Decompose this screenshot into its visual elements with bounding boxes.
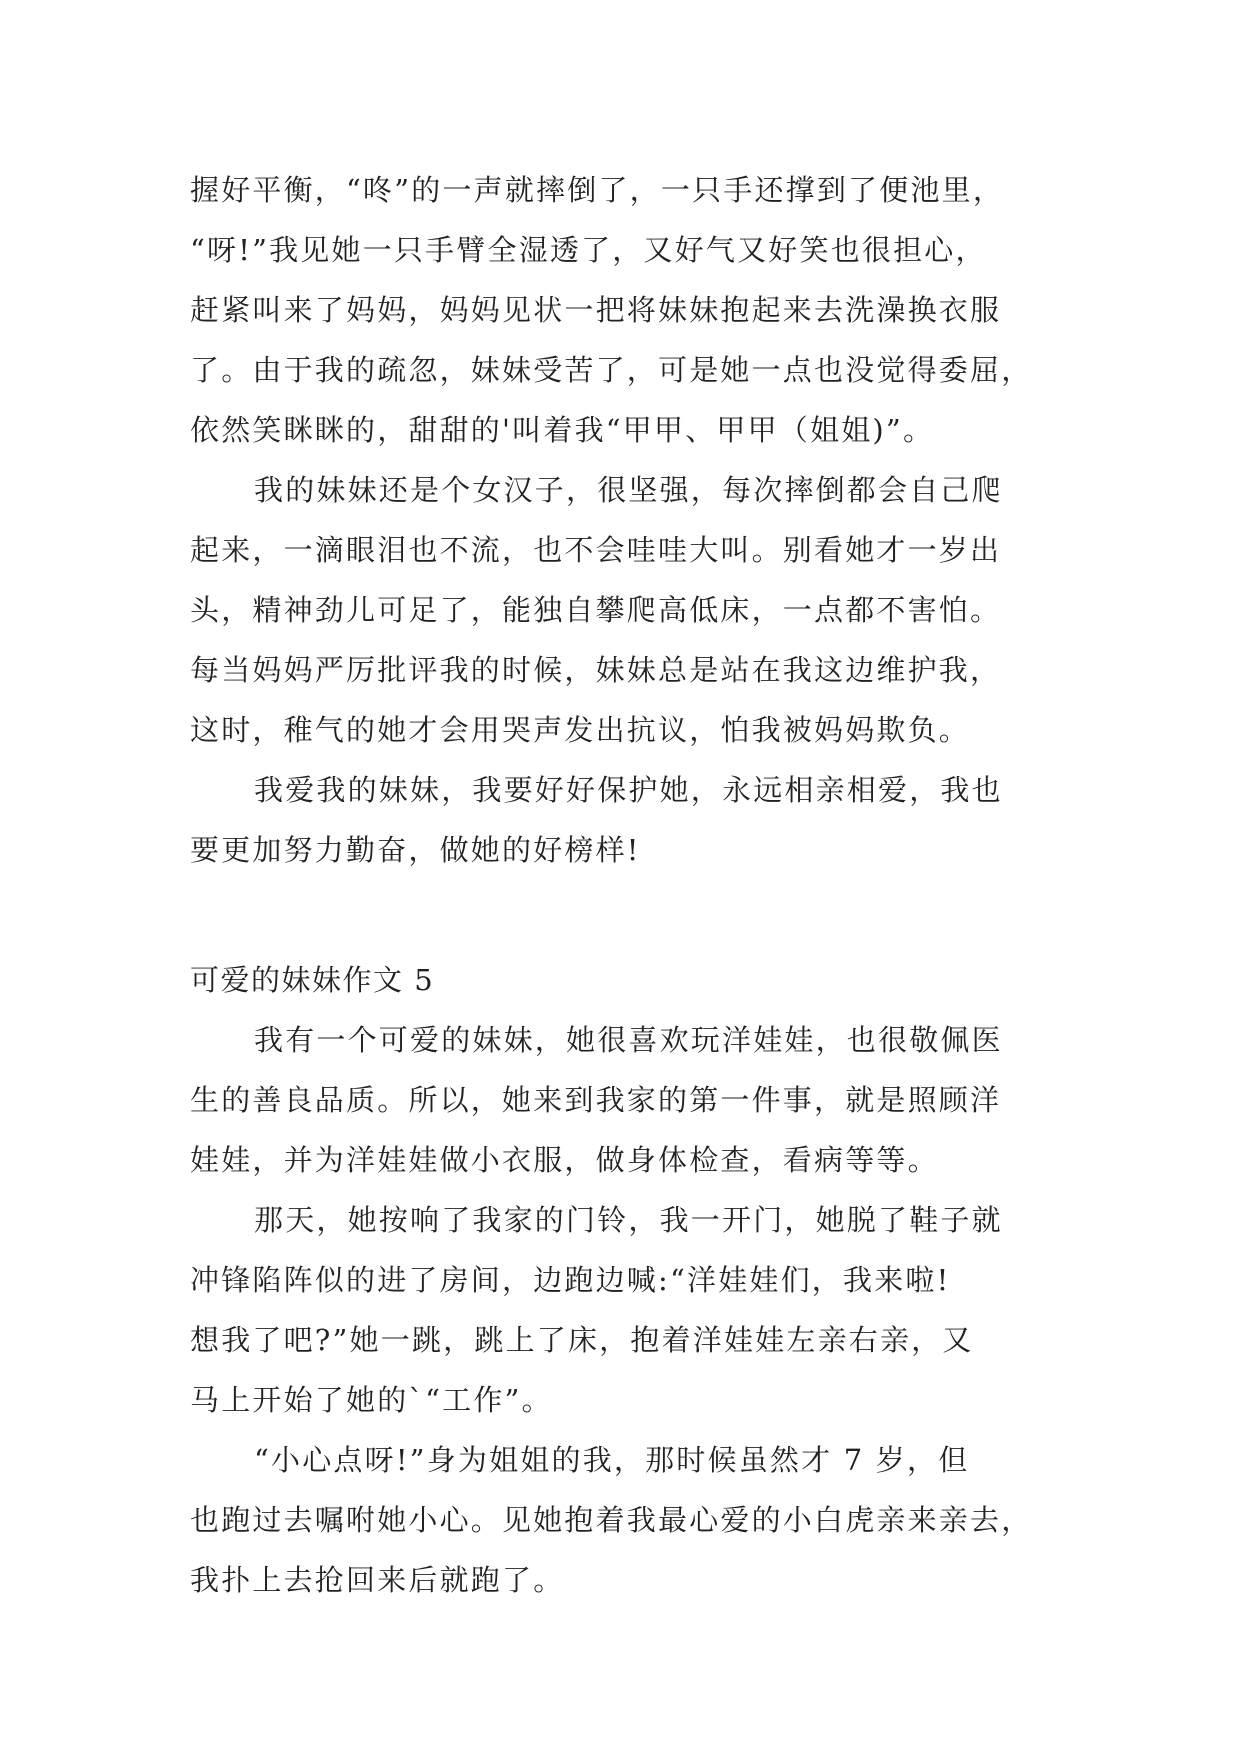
paragraph-3 [190,760,1080,880]
text-line: “呀!”我见她一只手臂全湿透了，又好气又好笑也很担心， [190,233,987,267]
text-line: 我爱我的妹妹，我要好好保护她，永远相亲相爱，我也 [254,773,1003,807]
text-line: 了。由于我的疏忽，妹妹受苦了，可是她一点也没觉得委屈， [190,353,1033,387]
paragraph-5 [190,1190,1080,1430]
paragraph-1 [190,160,1080,460]
text-line: “小心点呀!”身为姐姐的我，那时候虽然才 7 岁，但 [254,1443,970,1477]
text-line: 我的妹妹还是个女汉子，很坚强，每次摔倒都会自己爬 [254,473,1003,507]
text-line: 起来，一滴眼泪也不流，也不会哇哇大叫。别看她才一岁出 [190,533,1002,567]
text-line: 握好平衡，“咚”的一声就摔倒了，一只手还撑到了便池里， [190,173,1005,207]
text-line: 马上开始了她的`“工作”。 [190,1383,553,1417]
text-line: 这时，稚气的她才会用哭声发出抗议，怕我被妈妈欺负。 [190,713,971,747]
section-gap [190,880,1080,950]
text-line: 我有一个可爱的妹妹，她很喜欢玩洋娃娃，也很敬佩医 [254,1023,1003,1057]
paragraph-6 [190,1430,1080,1610]
text-line: 想我了吧?”她一跳，跳上了床，抱着洋娃娃左亲右亲，又 [190,1323,974,1357]
text-line: 要更加努力勤奋，做她的好榜样! [190,833,641,867]
text-line: 生的善良品质。所以，她来到我家的第一件事，就是照顾洋 [190,1083,1002,1117]
document-body [190,160,1080,1610]
paragraph-4 [190,1010,1080,1190]
text-line: 每当妈妈严厉批评我的时候，妹妹总是站在我这边维护我， [190,653,1002,687]
text-line: 依然笑眯眯的，甜甜的'叫着我“甲甲、甲甲（姐姐)”。 [190,413,935,447]
text-line: 娃娃，并为洋娃娃做小衣服，做身体检查，看病等等。 [190,1143,939,1177]
paragraph-2 [190,460,1080,760]
text-line: 冲锋陷阵似的进了房间，边跑边喊:“洋娃娃们，我来啦! [190,1263,951,1297]
text-line: 那天，她按响了我家的门铃，我一开门，她脱了鞋子就 [254,1203,1003,1237]
text-line: 也跑过去嘱咐她小心。见她抱着我最心爱的小白虎亲来亲去， [190,1503,1033,1537]
section-heading: 可爱的妹妹作文 5 [190,963,435,997]
text-line: 赶紧叫来了妈妈，妈妈见状一把将妹妹抱起来去洗澡换衣服 [190,293,1002,327]
text-line: 我扑上去抢回来后就跑了。 [190,1563,565,1597]
text-line: 头，精神劲儿可足了，能独自攀爬高低床，一点都不害怕。 [190,593,1002,627]
